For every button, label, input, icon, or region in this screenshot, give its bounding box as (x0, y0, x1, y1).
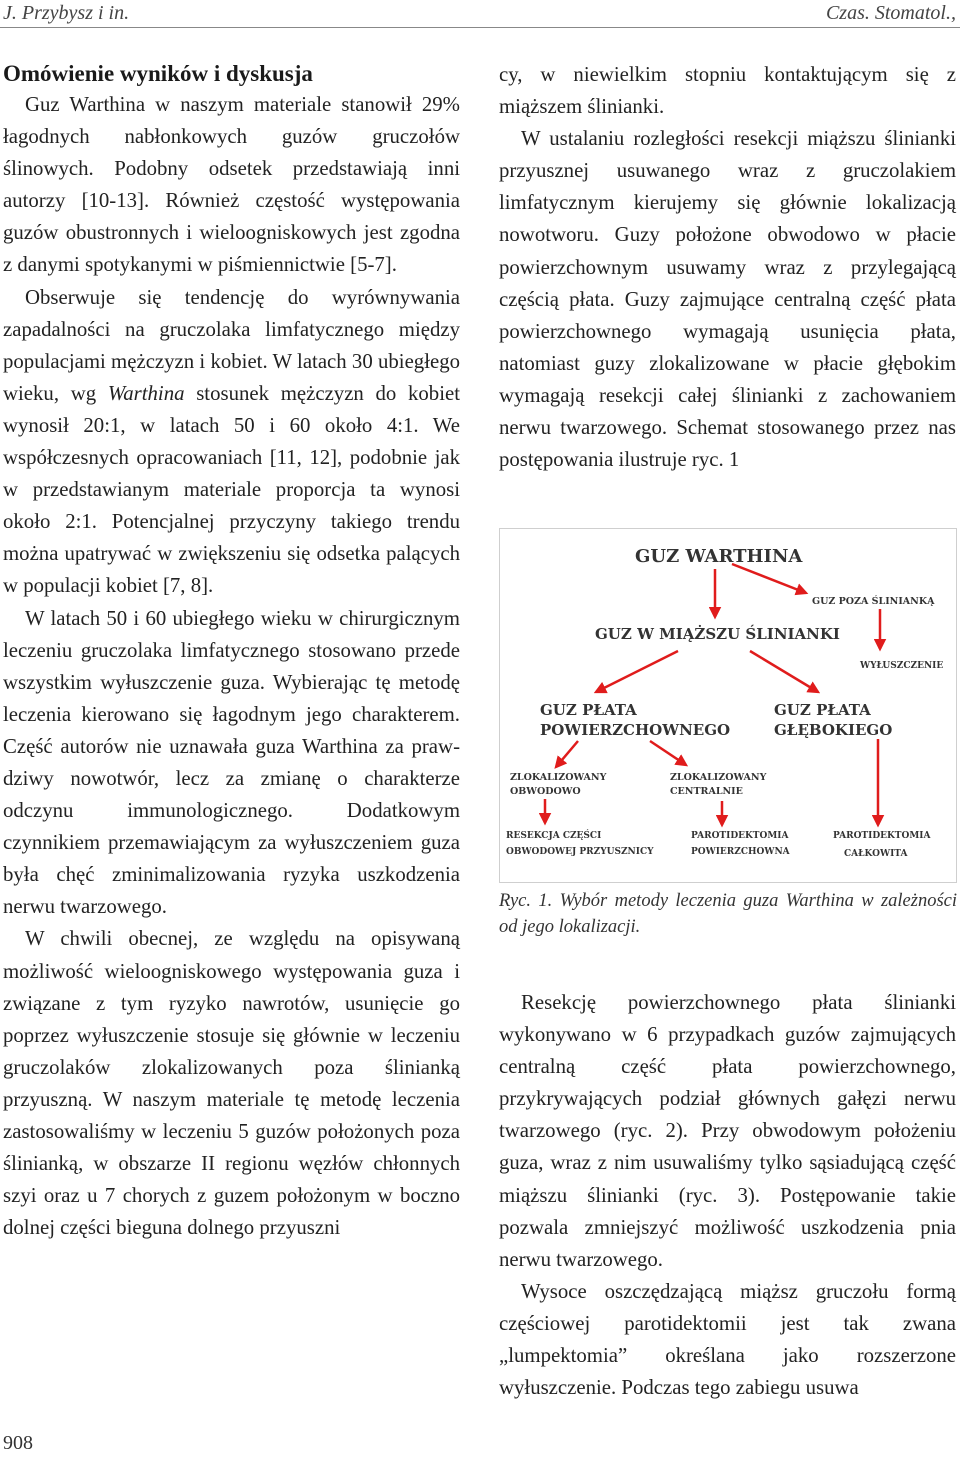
header-divider (0, 27, 960, 28)
node-resection-line1: RESEKCJA CZĘŚCI (506, 831, 602, 841)
node-superficial-line1: GUZ PŁATA (540, 701, 637, 719)
node-deep-line2: GŁĘBOKIEGO (774, 721, 893, 739)
arrow-root-to-outside (732, 564, 806, 593)
page-number: 908 (3, 1432, 33, 1454)
italic-term: Warthina (107, 381, 185, 405)
node-superficial-parotidectomy-line1: PAROTIDEKTOMIA (691, 831, 789, 841)
node-central-line1: ZLOKALIZOWANY (670, 772, 767, 783)
paragraph: W latach 50 i 60 ubiegłego wieku w chirurgicznym leczeniu gruczolaka limfatycznego stosowano przede wszystkim wyłuszczenie guza. Wybierając tę metodę leczenia kierowano się łagodnym jego charakterem. Część autorów nie uznawała guza Warthina za prawdziwy nowotwór, lecz za zmianę o charakterze odczynu immunologicznego. Dodatkowym czynnikiem przemawiającym za wyłuszczeniem guza była chęć zminimalizowania ryzyka uszkodzenia nerwu twarzowego. (3, 606, 460, 919)
figure-caption: Ryc. 1. Wybór metody leczenia guza Warthina w zależności od jego lokalizacji. (499, 891, 957, 937)
node-central-line2: CENTRALNIE (670, 786, 743, 797)
section-title: Omówienie wyników i dyskusja (3, 61, 313, 86)
left-column (3, 59, 460, 1244)
node-outside: GUZ POZA ŚLINIANKĄ (812, 596, 935, 607)
arrow-superficial-to-peripheral (556, 741, 578, 767)
right-column-top (499, 59, 956, 476)
paragraph-text: stosunek mężczyzn do kobiet wynosił 20:1, w latach 50 i 60 około 4:1. We współczesnych opracowaniach [11, 12], podobnie jak w przedstawianym materiale proporcja ta wynosi około 2:1. Potencjalnej przyczyny takiego trendu można upatrywać w zwiększeniu się odsetka palących w populacji kobiet [7, 8]. (3, 381, 460, 598)
arrow-parenchyma-to-superficial (596, 651, 678, 692)
paragraph: W ustalaniu rozległości resekcji miąższu ślinianki przyusznej usuwanego wraz z gruczolakiem limfatycznym kierujemy się głównie lokalizacją nowotworu. Guzy położone obwodowo w płacie powierzchownym usuwamy wraz z przylegającą częścią płata. Guzy zajmujące centralną część płata powierzchownego wymagają usunięcia płata, natomiast guzy zlokalizowane w płacie głębokim wymagają resekcji całej ślinianki z zachowaniem nerwu twarzowego. Schemat stosowanego przez nas postępowania ilustruje ryc. 1 (499, 127, 956, 472)
node-total-parotidectomy-line1: PAROTIDEKTOMIA (833, 831, 931, 841)
running-header-authors: J. Przybysz i in. (3, 2, 130, 24)
flowchart-svg (500, 529, 956, 882)
node-resection-line2: OBWODOWEJ PRZYUSZNICY (506, 847, 654, 857)
paragraph-continuation: cy, w niewielkim stopniu kontaktującym się z miąższem ślinianki. (499, 63, 956, 119)
node-peripheral-line2: OBWODOWO (510, 786, 581, 797)
paragraph: W chwili obecnej, ze względu na opisywaną możliwość wieloogniskowego występowania guza i związane z tym ryzyko nawrotów, usunięcie go poprzez wyłuszczenie stosuje się głównie w leczeniu gruczolaków zlokalizowanych poza ślinianką przyuszną. W naszym materiale tę metodę leczenia zastosowaliśmy w leczeniu 5 guzów położonych poza ślinianką, w obszarze II regionu węzłów chłonnych szyi oraz u 7 chorych z guzem położonym w boczno dolnej części bieguna dolnego przyuszni (3, 927, 460, 1240)
node-total-parotidectomy-line2: CAŁKOWITA (844, 849, 908, 859)
arrow-superficial-to-central (650, 741, 686, 765)
node-peripheral-line1: ZLOKALIZOWANY (510, 772, 607, 783)
node-root: GUZ WARTHINA (635, 546, 803, 567)
node-superficial-parotidectomy-line2: POWIERZCHOWNA (691, 847, 790, 857)
node-outside-treatment: WYŁUSZCZENIE (860, 661, 944, 671)
node-parenchyma: GUZ W MIĄŻSZU ŚLINIANKI (595, 625, 840, 643)
right-column-bottom (499, 987, 956, 1404)
arrow-parenchyma-to-deep (750, 651, 818, 692)
paragraph: Guz Warthina w naszym materiale stanowił 29% łagodnych nabłonkowych guzów gruczołów ślinowych. Podobny odsetek przedstawiają inni autorzy [10-13]. Również częstość występowania guzów obustronnych i wieloogniskowych jest zgodna z danymi spotykanymi w piśmiennictwie [5-7]. (3, 93, 460, 277)
paragraph: Resekcję powierzchownego płata ślinianki wykonywano w 6 przypadkach guzów zajmujących centralną część płata powierzchownego, przykrywających podział głównych gałęzi nerwu twarzowego (ryc. 2). Przy obwodowym położeniu guza, wraz z nim usuwaliśmy tylko sąsiadującą część miąższu ślinianki (ryc. 3). Postępowanie takie pozwala zmniejszyć możliwość uszkodzenia pnia nerwu twarzowego. (499, 991, 956, 1271)
paragraph-text: Obserwuje się tendencję do wyrównywania zapadalności na gruczolaka limfatycznego między populacjami mężczyzn i kobiet. W latach 30 ubiegłego wieku, wg (3, 285, 460, 405)
node-superficial-line2: POWIERZCHOWNEGO (540, 721, 731, 739)
paragraph (3, 282, 460, 603)
paragraph: Wysoce oszczędzającą miąższ gruczołu formą częściowej parotidektomii jest tak zwana „lumpektomia” określana jako rozszerzone wyłuszczenie. Podczas tego zabiegu usuwa (499, 1279, 956, 1400)
running-header-journal: Czas. Stomatol., (825, 2, 956, 24)
figure-flowchart (499, 528, 957, 883)
node-deep-line1: GUZ PŁATA (774, 701, 871, 719)
